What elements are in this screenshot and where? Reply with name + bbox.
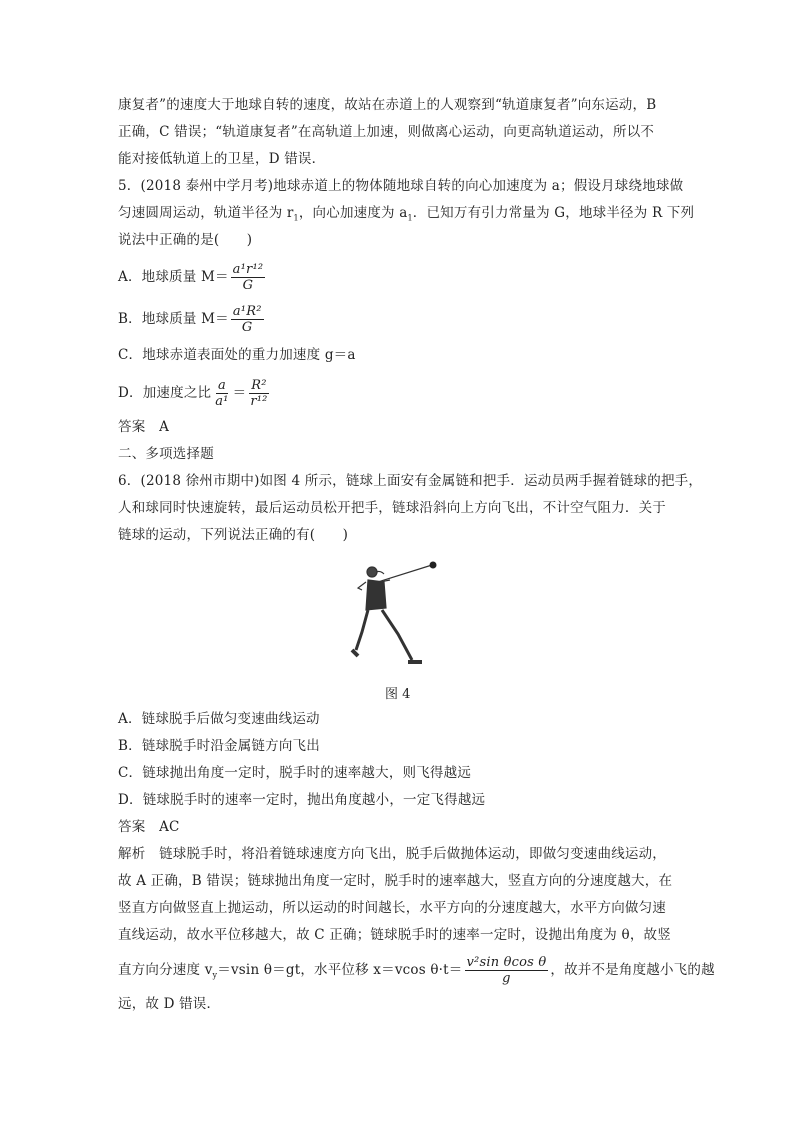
text-line: 能对接低轨道上的卫星，D 错误．	[118, 151, 326, 167]
fraction: $\frac{\text{a¹R²}}{G}$	[232, 304, 262, 335]
explanation-line: 直线运动，故水平位移越大，故 C 正确；链球脱手时的速率一定时，设抛出角度为 θ，故竖	[118, 927, 671, 943]
hammer-wire	[378, 565, 432, 582]
hammer-thrower-figure	[350, 560, 440, 675]
question-5-stem: 说法中正确的是( )	[118, 232, 253, 248]
question-6-stem: 链球的运动，下列说法正确的有( )	[118, 527, 349, 543]
question-5-stem: 5．(2018 泰州中学月考)地球赤道上的物体随地球自转的向心加速度为 a；假设月球绕地球做	[118, 178, 684, 194]
option-c: C．链球抛出角度一定时，脱手时的速率越大，则飞得越远	[118, 765, 472, 781]
text-line: 正确，C 错误；“轨道康复者”在高轨道上加速，则做离心运动，向更高轨道运动，所以不	[118, 124, 655, 140]
explanation-line: 远，故 D 错误．	[118, 996, 221, 1012]
question-6-stem: 6．(2018 徐州市期中)如图 4 所示，链球上面安有金属链和把手．运动员两手握着链球的把手，	[118, 473, 703, 489]
hammer-ball	[430, 562, 437, 569]
section-heading: 二、多项选择题	[118, 446, 214, 462]
option-b: B．地球质量 M＝ $\frac{\text{a¹R²}}{G}$	[118, 304, 262, 335]
text-line: 康复者”的速度大于地球自转的速度，故站在赤道上的人观察到“轨道康复者”向东运动，B	[118, 97, 657, 113]
answer-5: 答案 A	[118, 419, 170, 435]
figure-caption: 图 4	[385, 687, 411, 702]
option-a: A．链球脱手后做匀变速曲线运动	[118, 711, 320, 727]
option-d: D．加速度之比 $\frac{a}{\text{a¹}}$ ＝ $\frac{\text{R²}}{\text{r¹²}}$	[118, 378, 268, 409]
answer-6: 答案 AC	[118, 819, 180, 835]
option-a: A．地球质量 M＝ $\frac{\text{a¹r¹²}}{G}$	[118, 262, 264, 293]
fraction: $\frac{\text{a¹r¹²}}{G}$	[232, 262, 264, 293]
option-d: D．链球脱手时的速率一定时，抛出角度越小，一定飞得越远	[118, 792, 486, 808]
question-6-stem: 人和球同时快速旋转，最后运动员松开把手，链球沿斜向上方向飞出，不计空气阻力．关于	[118, 500, 666, 516]
explanation-line: 解析 链球脱手时，将沿着链球速度方向飞出，脱手后做抛体运动，即做匀变速曲线运动，	[118, 846, 666, 862]
explanation-line: 直方向分速度 $v_y=vsin$ θ＝gt，水平位移 x＝vcos θ·t＝ $\frac{\text{v²sin θcos θ}}{g}$ ，故并不是角度越小飞的越	[118, 955, 715, 986]
option-b: B．链球脱手时沿金属链方向飞出	[118, 738, 320, 754]
explanation-line: 竖直方向做竖直上抛运动，所以运动的时间越长，水平方向的分速度越大，水平方向做匀速	[118, 900, 666, 916]
question-5-stem: 匀速圆周运动，轨道半径为 $r_1$，向心加速度为 $a_1$．已知万有引力常量为 G，地球半径为 R 下列	[118, 205, 695, 223]
explanation-line: 故 A 正确，B 错误；链球抛出角度一定时，脱手时的速率越大，竖直方向的分速度越大，在	[118, 873, 673, 889]
fraction: $\frac{\text{R²}}{\text{r¹²}}$	[250, 378, 268, 409]
option-c: C．地球赤道表面处的重力加速度 g＝a	[118, 347, 356, 363]
fraction: $\frac{a}{\text{a¹}}$	[215, 378, 229, 409]
fraction: $\frac{\text{v²sin θcos θ}}{g}$	[466, 955, 547, 986]
